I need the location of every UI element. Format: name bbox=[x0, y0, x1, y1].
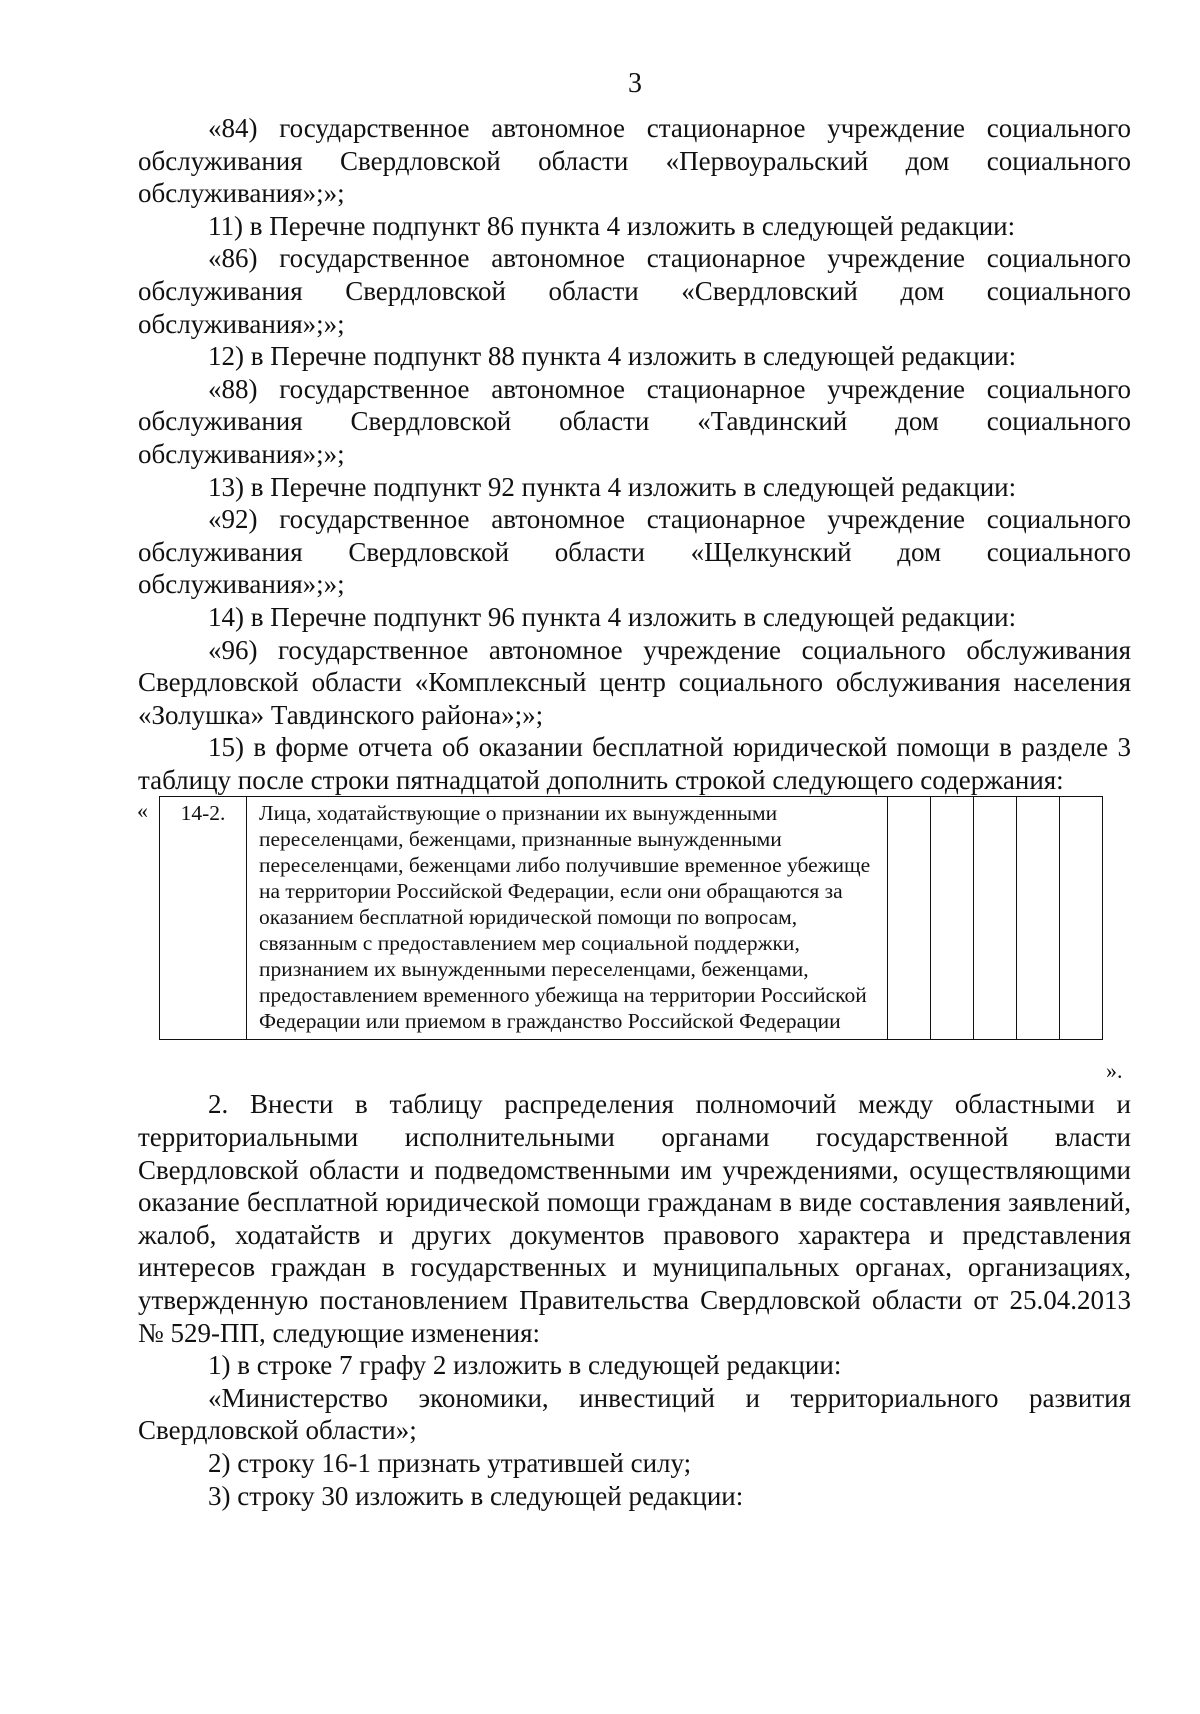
close-quote: ». bbox=[1106, 1058, 1123, 1084]
row-text-cell: Лица, ходатайствующие о признании их вынужденными переселенцами, беженцами, признанные вынужденными переселенцами, беженцами либо получившие временное убежище на территории Российской Федерации, если они обращаются за оказанием бесплатной юридической помощи по вопросам, связанным с предоставлением мер социальной поддержки, признанием их вынужденными переселенцами, беженцами, предоставлением временного убежища на территории Российской Федерации или приемом в гражданство Российской Федерации bbox=[247, 797, 888, 1040]
table-row bbox=[160, 797, 1103, 1040]
paragraph-section-2: 2. Внести в таблицу распределения полномочий между областными и территориальными исполнительными органами государственной власти Свердловской области и подведомственными им учреждениями, осуществляющими оказание бесплатной юридической помощи гражданам в виде составления заявлений, жалоб, ходатайств и других документов правового характера и представления интересов граждан в государственных и муниципальных органах, организациях, утвержденную постановлением Правительства Свердловской области от 25.04.2013 № 529-ПП, следующие изменения: bbox=[138, 1089, 1131, 1348]
paragraph-ministry-name: «Министерство экономики, инвестиций и территориального развития Свердловской области»; bbox=[138, 1382, 1131, 1446]
paragraph-item-92: «92) государственное автономное стационарное учреждение социального обслуживания Свердловской области «Щелкунский дом социального обслуживания»;»; bbox=[138, 504, 1131, 600]
document-body bbox=[138, 112, 1131, 1512]
empty-cell bbox=[931, 797, 974, 1040]
paragraph-item-84: «84) государственное автономное стационарное учреждение социального обслуживания Свердловской области «Первоуральский дом социального обслуживания»;»; bbox=[138, 113, 1131, 209]
paragraph-amendment-13: 13) в Перечне подпункт 92 пункта 4 изложить в следующей редакции: bbox=[208, 471, 1017, 502]
paragraph-item-86: «86) государственное автономное стационарное учреждение социального обслуживания Свердловской области «Свердловский дом социального обслуживания»;»; bbox=[138, 243, 1131, 339]
paragraph-amendment-14: 14) в Перечне подпункт 96 пункта 4 изложить в следующей редакции: bbox=[208, 601, 1017, 632]
inserted-table bbox=[159, 796, 1103, 1040]
paragraph-amendment-11: 11) в Перечне подпункт 86 пункта 4 изложить в следующей редакции: bbox=[208, 210, 1016, 241]
paragraph-subitem-3: 3) строку 30 изложить в следующей редакции: bbox=[208, 1480, 744, 1511]
paragraph-amendment-15: 15) в форме отчета об оказании бесплатной юридической помощи в разделе 3 таблицу после строки пятнадцатой дополнить строкой следующего содержания: bbox=[138, 732, 1131, 795]
empty-cell bbox=[974, 797, 1017, 1040]
paragraph-subitem-1: 1) в строке 7 графу 2 изложить в следующей редакции: bbox=[208, 1350, 842, 1381]
open-quote: « bbox=[137, 798, 148, 824]
paragraph-amendment-12: 12) в Перечне подпункт 88 пункта 4 изложить в следующей редакции: bbox=[208, 341, 1017, 372]
paragraph-item-96: «96) государственное автономное учреждение социального обслуживания Свердловской области «Комплексный центр социального обслуживания населения «Золушка» Тавдинского района»;»; bbox=[138, 634, 1131, 730]
empty-cell bbox=[1017, 797, 1060, 1040]
page-number: 3 bbox=[628, 68, 642, 99]
paragraph-subitem-2: 2) строку 16-1 признать утратившей силу; bbox=[208, 1448, 692, 1478]
empty-cell bbox=[1060, 797, 1103, 1040]
row-number-cell: 14-2. bbox=[160, 797, 247, 1040]
inserted-table-block bbox=[138, 796, 1131, 1088]
empty-cell bbox=[888, 797, 931, 1040]
paragraph-item-88: «88) государственное автономное стационарное учреждение социального обслуживания Свердловской области «Тавдинский дом социального обслуживания»;»; bbox=[138, 373, 1131, 469]
